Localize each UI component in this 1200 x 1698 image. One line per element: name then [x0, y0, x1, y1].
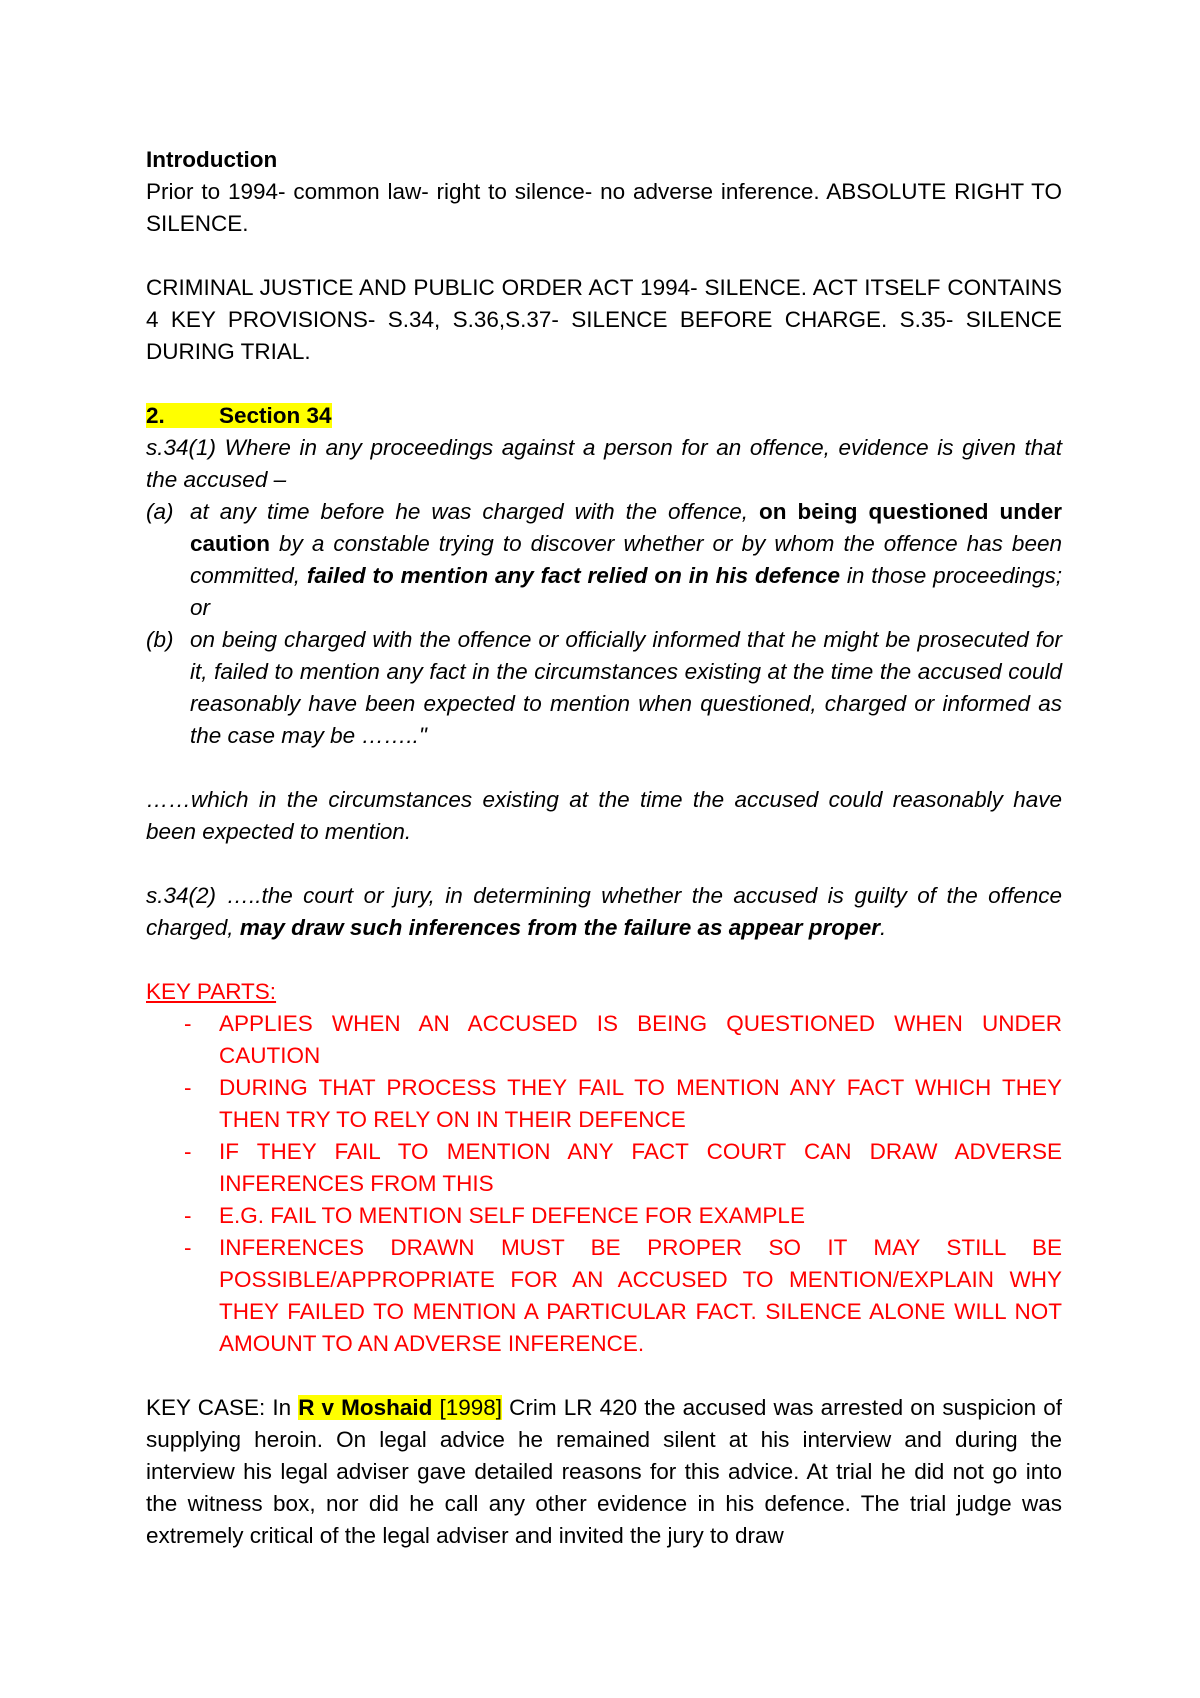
item-a-marker: (a)	[146, 499, 174, 524]
section-heading	[146, 400, 1062, 432]
document-content	[146, 144, 1062, 1552]
s34-2-text-1: s.34(2) …..the court or jury, in determining whether the accused is guilty of the offence charged,	[146, 883, 1062, 940]
intro-heading: Introduction	[146, 147, 278, 172]
item-a-bold-1: on being questioned under caution	[190, 499, 1062, 556]
item-b-text: on being charged with the offence or officially informed that he might be prosecuted for it, failed to mention any fact in the circumstances existing at the time the accused could reasonably have been expected to mention when questioned, charged or informed as the case may be …….."	[190, 627, 1062, 748]
item-a-text-2: by a constable trying to discover whether or by whom the offence has been committed,	[190, 531, 1062, 588]
s34-2-bold: may draw such inferences from the failure as appear proper	[239, 915, 881, 940]
s34-item-a	[146, 496, 1062, 624]
s34-item-b	[146, 624, 1062, 752]
intro-paragraph: Prior to 1994- common law- right to silence- no adverse inference. ABSOLUTE RIGHT TO SILENCE.	[146, 179, 1062, 236]
item-a-bold-2: failed to mention any fact relied on in his defence	[306, 563, 841, 588]
list-item: - APPLIES WHEN AN ACCUSED IS BEING QUESTIONED WHEN UNDER CAUTION	[184, 1011, 1062, 1068]
item-a-text-3: in those proceedings; or	[190, 563, 1062, 620]
list-item: - DURING THAT PROCESS THEY FAIL TO MENTION ANY FACT WHICH THEY THEN TRY TO RELY ON IN THEIR DEFENCE	[184, 1075, 1062, 1132]
section-title: Section 34	[219, 403, 332, 428]
item-a-text-1: at any time before he was charged with the offence,	[190, 499, 760, 524]
list-item: - INFERENCES DRAWN MUST BE PROPER SO IT MAY STILL BE POSSIBLE/APPROPRIATE FOR AN ACCUSED TO MENTION/EXPLAIN WHY THEY FAILED TO MENTION A PARTICULAR FACT. SILENCE ALONE WILL NOT AMOUNT TO AN ADVERSE INFERENCE.	[184, 1235, 1062, 1356]
key-case-prefix: KEY CASE: In	[146, 1395, 299, 1420]
act-paragraph: CRIMINAL JUSTICE AND PUBLIC ORDER ACT 1994- SILENCE. ACT ITSELF CONTAINS 4 KEY PROVISIONS- S.34, S.36,S.37- SILENCE BEFORE CHARGE. S.35- SILENCE DURING TRIAL.	[146, 275, 1062, 364]
key-parts-heading: KEY PARTS:	[146, 979, 277, 1004]
item-b-marker: (b)	[146, 627, 174, 652]
which-paragraph: ……which in the circumstances existing at the time the accused could reasonably have been expected to mention.	[146, 787, 1062, 844]
list-item: - IF THEY FAIL TO MENTION ANY FACT COURT CAN DRAW ADVERSE INFERENCES FROM THIS	[184, 1139, 1062, 1196]
key-case-text: Crim LR 420 the accused was arrested on suspicion of supplying heroin. On legal advice he remained silent at his interview and during the interview his legal adviser gave detailed reasons for this advice. At trial he did not go into the witness box, nor did he call any other evidence in his defence. The trial judge was extremely critical of the legal adviser and invited the jury to draw	[146, 1395, 1062, 1548]
s34-2-paragraph	[146, 880, 1062, 944]
section-number: 2.	[146, 403, 165, 428]
case-name: R v Moshaid	[298, 1395, 433, 1420]
s34-1-intro: s.34(1) Where in any proceedings against a person for an offence, evidence is given that the accused –	[146, 435, 1062, 492]
key-case-paragraph	[146, 1392, 1062, 1552]
case-year: [1998]	[439, 1395, 503, 1420]
list-item: - E.G. FAIL TO MENTION SELF DEFENCE FOR EXAMPLE	[184, 1203, 805, 1228]
key-parts-list	[146, 1008, 1062, 1360]
case-name-highlight	[298, 1395, 502, 1420]
s34-2-text-2: .	[880, 915, 887, 940]
